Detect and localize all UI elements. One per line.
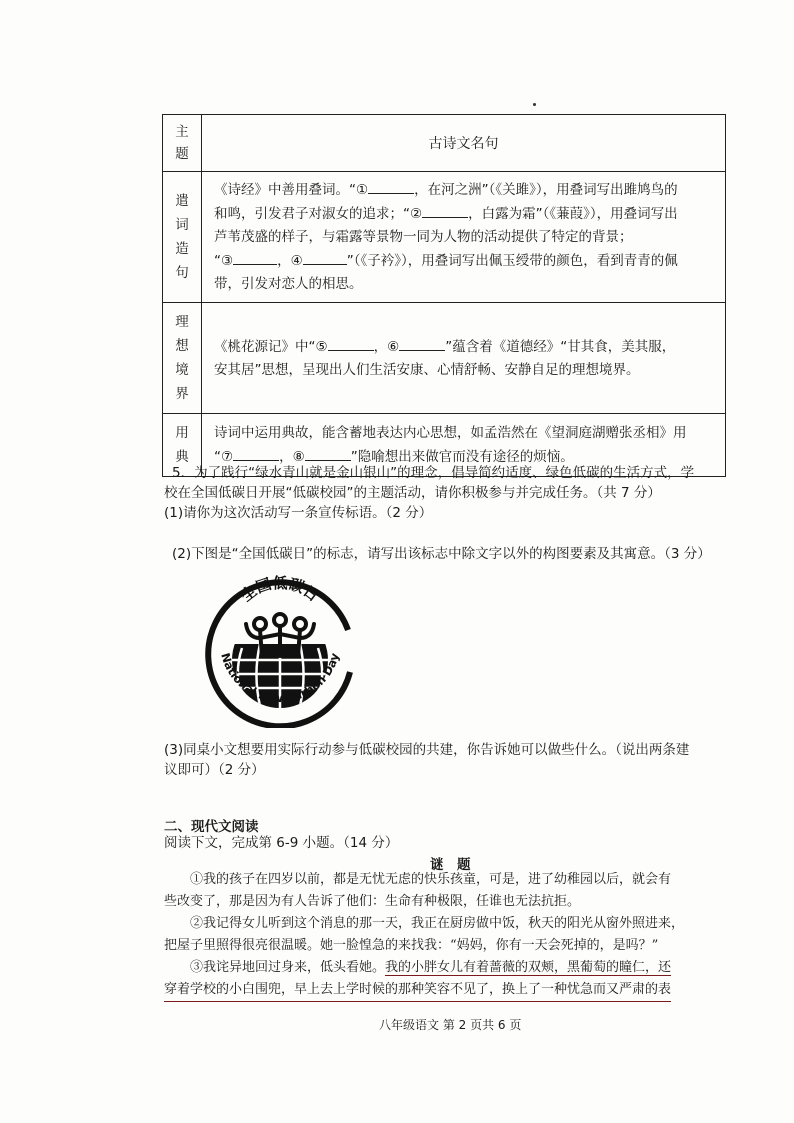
table-row: [163, 172, 726, 303]
row-theme: 用典: [163, 414, 202, 477]
section-heading: 二、现代文阅读: [164, 819, 259, 835]
poetry-table: [162, 114, 726, 477]
answer-blank[interactable]: [399, 335, 445, 351]
q5-sub2: (2)下图是“全国低碳日”的标志，请写出该标志中除文字以外的构图要素及其寓意。（3 分）: [172, 546, 711, 562]
paragraph-line: 把屋子里照得很亮很温暖。她一脸惶急的来找我：“妈妈，你有一天会死掉的，是吗？”: [164, 938, 659, 953]
q5-sub1: (1)请你为这次活动写一条宣传标语。（2 分）: [164, 505, 433, 521]
article-body: [164, 869, 744, 1002]
row-theme: 理想境界: [163, 303, 202, 414]
row-theme: 遣词造句: [163, 172, 202, 303]
table-header-title: 古诗文名句: [202, 115, 726, 172]
q5-intro-line1: 5．为了践行“绿水青山就是金山银山”的理念，倡导简约适度、绿色低碳的生活方式，学: [172, 465, 695, 481]
article-title: 谜 题: [430, 857, 471, 873]
table-row: [163, 303, 726, 414]
answer-blank[interactable]: [305, 445, 351, 461]
paragraph-line: ①我的孩子在四岁以前，都是无忧无虑的快乐孩童，可是，进了幼稚园以后，就会有: [190, 872, 672, 887]
answer-blank[interactable]: [233, 249, 277, 265]
logo-cn-text: 全国低碳日: [237, 574, 323, 606]
section-instruction: 阅读下文，完成第 6-9 小题。（14 分）: [164, 835, 399, 851]
paragraph-line: ②我记得女儿听到这个消息的那一天，我正在厨房做中饭，秋天的阳光从窗外照进来，: [190, 916, 685, 931]
row-content: 《桃花源记》中“⑤ ，⑥ ”蕴含着《道德经》“甘其食，美其服， 安其居”思想，呈现出人们生活安康、心情舒畅、安静自足的理想境界。: [202, 303, 726, 414]
logo-en-text: National Low Carbon Day: [218, 651, 342, 706]
row-content: 诗词中运用典故，能含蓄地表达内心思想，如孟浩然在《望洞庭湖赠张丞相》用 “⑦ ，⑧ ”隐喻想出来做官而没有途径的烦恼。: [202, 414, 726, 477]
answer-blank[interactable]: [328, 335, 374, 351]
answer-blank[interactable]: [303, 249, 347, 265]
q5-sub3-line1: (3)同桌小文想要用实际行动参与低碳校园的共建，你告诉她可以做些什么。（说出两条建: [164, 742, 690, 758]
low-carbon-day-logo: [198, 568, 362, 728]
table-header-theme: 主题: [163, 115, 202, 172]
row-content: 《诗经》中善用叠词。“① ，在河之洲”（《关雎》），用叠词写出雎鸠鸟的 和鸣，引发君子对淑女的追求；“② ，白露为霜”（《蒹葭》），用叠词写出 芦苇茂盛的样子，与霜露等景物一同为人物的活动提供了特定的背景； “③ ，④ ”（《子衿》），用叠词写出佩玉绶带的颜色，看到青青的佩 带，引发对恋人的相思。: [202, 172, 726, 303]
answer-blank[interactable]: [368, 178, 414, 194]
q5-sub3-line2: 议即可）（2 分）: [164, 762, 265, 778]
paragraph-line: 穿着学校的小白围兜，早上去上学时候的那种笑容不见了，换上了一种忧急而又严肃的表: [164, 979, 671, 1002]
scan-speck: [533, 103, 536, 106]
q5-intro-line2: 校在全国低碳日开展“低碳校园”的主题活动，请你积极参与并完成任务。（共 7 分）: [164, 485, 661, 501]
table-header-row: [163, 115, 726, 172]
answer-blank[interactable]: [233, 445, 279, 461]
page-footer: 八年级语文 第 2 页共 6 页: [379, 1018, 522, 1032]
handwritten-underline: 我的小胖女儿有着蔷薇的双颊，黑葡萄的瞳仁，还: [385, 960, 672, 975]
answer-blank[interactable]: [422, 202, 468, 218]
paragraph-line: 些改变了，那是因为有人告诉了他们：生命有种极限，任谁也无法抗拒。: [164, 894, 581, 909]
paragraph-line: ③我诧异地回过身来，低头看她。我的小胖女儿有着蔷薇的双颊，黑葡萄的瞳仁，还: [190, 960, 672, 975]
